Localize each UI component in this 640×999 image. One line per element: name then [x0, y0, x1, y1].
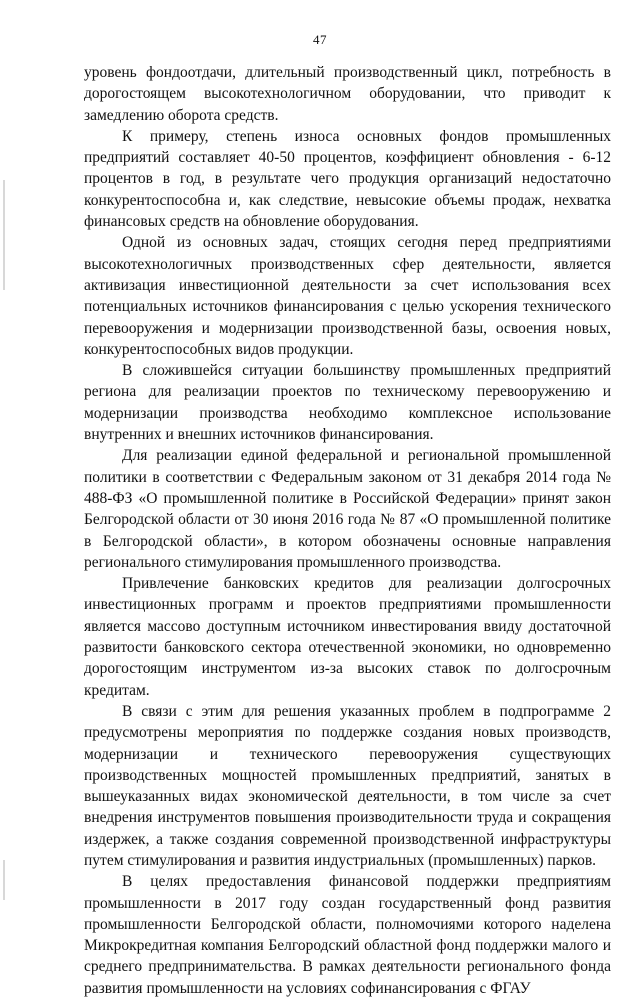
scan-edge-mark-bottom	[3, 860, 5, 900]
paragraph: Привлечение банковских кредитов для реализации долгосрочных инвестиционных программ и проектов предприятиями промышленности является массово доступным источником инвестирования ввиду достаточной развитости банковского сектора отечественной экономики, но одновременно дорогостоящим инструментом из-за высоких ставок по долгосрочным кредитам.	[84, 575, 611, 699]
paragraph: К примеру, степень износа основных фондов промышленных предприятий составляет 40-50 процентов, коэффициент обновления - 6-12 процентов в год, в результате чего продукция организаций недостаточно конкурентоспособна и, как следствие, невысокие объемы продаж, нехватка финансовых средств на обновление оборудования.	[84, 127, 611, 231]
paragraph: Для реализации единой федеральной и региональной промышленной политики в соответствии с Федеральным законом от 31 декабря 2014 года № 488-ФЗ «О промышленной политике в Российской Федерации» принят закон Белгородской области от 30 июня 2016 года № 87 «О промышленной политике в Белгородской области», в котором обозначены основные направления регионального стимулирования промышленного производства.	[84, 447, 611, 571]
scan-edge-mark	[3, 180, 5, 290]
paragraph: В целях предоставления финансовой поддержки предприятиям промышленности в 2017 году создан государственный фонд развития промышленности Белгородской области, полномочиями которого наделена Микрокредитная компания Белгородский областной фонд поддержки малого и среднего предпринимательства. В рамках деятельности регионального фонда развития промышленности на условиях софинансирования с ФГАУ	[84, 873, 611, 997]
paragraph: В связи с этим для решения указанных проблем в подпрограмме 2 предусмотрены мероприятия по поддержке создания новых производств, модернизации и технического перевооружения существующих производственных мощностей промышленных предприятий, занятых в вышеуказанных видах экономической деятельности, в том числе за счет внедрения инструментов повышения производительности труда и сокращения издержек, а также создания современной производственной инфраструктуры путем стимулирования и развития индустриальных (промышленных) парков.	[84, 702, 611, 869]
document-text	[84, 62, 611, 999]
paragraph: В сложившейся ситуации большинству промышленных предприятий региона для реализации проектов по техническому перевооружению и модернизации производства необходимо комплексное использование внутренних и внешних источников финансирования.	[84, 362, 611, 444]
paragraph: уровень фондоотдачи, длительный производственный цикл, потребность в дорогостоящем высокотехнологичном оборудовании, что приводит к замедлению оборота средств.	[84, 64, 611, 124]
page-number: 47	[313, 32, 327, 47]
paragraph: Одной из основных задач, стоящих сегодня перед предприятиями высокотехнологичных производственных сфер деятельности, является активизация инвестиционной деятельности за счет использования всех потенциальных источников финансирования с целью ускорения технического перевооружения и модернизации производственной базы, освоения новых, конкурентоспособных видов продукции.	[84, 234, 611, 358]
